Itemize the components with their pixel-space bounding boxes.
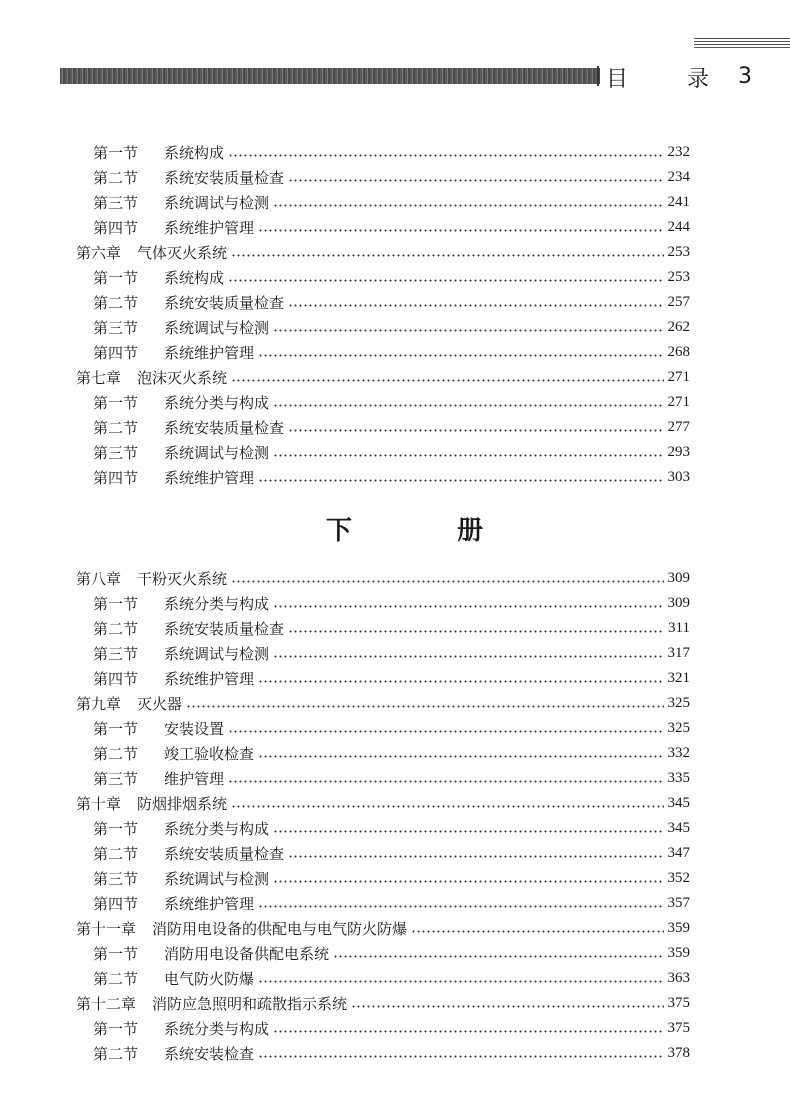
toc-entry-number: 第三节: [93, 645, 139, 663]
toc-entry-number: 第十章: [76, 795, 122, 813]
toc-entry-title: 系统分类与构成: [164, 1020, 270, 1038]
toc-entry-title: 气体灭火系统: [137, 244, 228, 262]
toc-entry-number: 第一节: [93, 595, 139, 613]
toc-entry-page: 253: [667, 269, 690, 285]
toc-leader-dots: [273, 605, 663, 608]
toc-leader-dots: [273, 1030, 663, 1033]
toc-leader-dots: [231, 379, 663, 382]
toc-entry-title: 维护管理: [164, 770, 225, 788]
toc-entry-page: 268: [667, 344, 690, 360]
toc-entry-number: 第十二章: [76, 995, 137, 1013]
toc-entry-page: 378: [667, 1045, 690, 1061]
toc-leader-dots: [258, 980, 663, 983]
toc-entry-page: 363: [667, 970, 690, 986]
toc-entry-page: 232: [667, 144, 690, 160]
toc-entry-title: 泡沫灭火系统: [137, 369, 228, 387]
toc-entry-number: 第二节: [93, 419, 139, 437]
toc-entry-page: 345: [667, 795, 690, 811]
toc-entry-page: 309: [667, 570, 690, 586]
toc-leader-dots: [186, 705, 663, 708]
toc-section-entry: [93, 666, 690, 691]
toc-entry-title: 系统分类与构成: [164, 820, 270, 838]
toc-entry-page: 309: [667, 595, 690, 611]
toc-entry-number: 第二节: [93, 620, 139, 638]
toc-entry-number: 第十一章: [76, 920, 137, 938]
toc-entry-number: 第一节: [93, 720, 139, 738]
toc-entry-number: 第一节: [93, 945, 139, 963]
toc-entry-page: 357: [667, 895, 690, 911]
toc-entry-number: 第二节: [93, 1045, 139, 1063]
toc-entry-title: 系统调试与检测: [164, 194, 270, 212]
toc-entry-page: 325: [667, 695, 690, 711]
toc-leader-dots: [231, 580, 663, 583]
toc-entry-number: 第二节: [93, 294, 139, 312]
toc-entry-page: 311: [668, 620, 690, 636]
toc-entry-number: 第四节: [93, 895, 139, 913]
toc-section-entry: [93, 1041, 690, 1066]
toc-entry-number: 第一节: [93, 394, 139, 412]
header-page-number: 3: [738, 64, 752, 89]
toc-entry-title: 电气防火防爆: [164, 970, 255, 988]
toc-leader-dots: [411, 930, 663, 933]
toc-entry-title: 系统调试与检测: [164, 319, 270, 337]
toc-chapter-entry: [76, 240, 690, 265]
toc-leader-dots: [288, 179, 663, 182]
toc-entry-number: 第一节: [93, 269, 139, 287]
toc-leader-dots: [228, 279, 663, 282]
toc-entry-number: 第四节: [93, 469, 139, 487]
toc-entry-number: 第四节: [93, 670, 139, 688]
toc-section-entry: [93, 641, 690, 666]
toc-entry-title: 系统安装质量检查: [164, 169, 285, 187]
toc-section-entry: [93, 816, 690, 841]
toc-entry-page: 293: [667, 444, 690, 460]
toc-leader-dots: [288, 630, 664, 633]
toc-section-entry: [93, 966, 690, 991]
volume-title: 下 册: [326, 516, 532, 546]
toc-entry-page: 262: [667, 319, 690, 335]
toc-entry-title: 系统调试与检测: [164, 645, 270, 663]
toc-entry-page: 244: [667, 219, 690, 235]
toc-chapter-entry: [76, 566, 690, 591]
toc-entry-title: 系统维护管理: [164, 469, 255, 487]
toc-leader-dots: [273, 404, 663, 407]
toc-section-entry: [93, 190, 690, 215]
toc-leader-dots: [288, 855, 663, 858]
toc-leader-dots: [231, 254, 663, 257]
toc-entry-title: 系统调试与检测: [164, 444, 270, 462]
toc-section-entry: [93, 440, 690, 465]
header-rule-lines: [694, 38, 790, 50]
toc-section-entry: [93, 841, 690, 866]
toc-entry-title: 防烟排烟系统: [137, 795, 228, 813]
toc-entry-title: 安装设置: [164, 720, 225, 738]
toc-entry-page: 277: [667, 419, 690, 435]
header-bar: [60, 68, 600, 84]
toc-entry-number: 第四节: [93, 344, 139, 362]
toc-entry-page: 271: [667, 369, 690, 385]
toc-entry-title: 系统安装质量检查: [164, 845, 285, 863]
toc-entry-title: 系统分类与构成: [164, 595, 270, 613]
toc-entry-page: 375: [667, 995, 690, 1011]
toc-entry-title: 系统安装质量检查: [164, 294, 285, 312]
toc-section-entry: [93, 390, 690, 415]
toc-leader-dots: [258, 680, 663, 683]
toc-leader-dots: [258, 354, 663, 357]
header-title: 目 录: [606, 67, 735, 92]
toc-entry-title: 系统安装质量检查: [164, 620, 285, 638]
toc-leader-dots: [333, 955, 663, 958]
toc-entry-page: 352: [667, 870, 690, 886]
toc-entry-number: 第三节: [93, 770, 139, 788]
toc-section-entry: [93, 591, 690, 616]
toc-entry-title: 系统安装质量检查: [164, 419, 285, 437]
toc-section-entry: [93, 165, 690, 190]
toc-entry-title: 消防用电设备的供配电与电气防火防爆: [152, 920, 408, 938]
toc-entry-title: 系统分类与构成: [164, 394, 270, 412]
toc-entry-number: 第二节: [93, 845, 139, 863]
toc-leader-dots: [228, 780, 663, 783]
toc-leader-dots: [273, 454, 663, 457]
toc-entry-page: 241: [667, 194, 690, 210]
toc-entry-title: 系统安装检查: [164, 1045, 255, 1063]
toc-section-entry: [93, 140, 690, 165]
toc-section-entry: [93, 340, 690, 365]
toc-entry-number: 第三节: [93, 194, 139, 212]
toc-entry-title: 干粉灭火系统: [137, 570, 228, 588]
toc-section-entry: [93, 215, 690, 240]
toc-leader-dots: [288, 429, 663, 432]
toc-entry-number: 第二节: [93, 745, 139, 763]
toc-entry-number: 第九章: [76, 695, 122, 713]
toc-entry-page: 335: [667, 770, 690, 786]
toc-section-entry: [93, 415, 690, 440]
toc-chapter-entry: [76, 365, 690, 390]
toc-entry-number: 第三节: [93, 319, 139, 337]
toc-entry-number: 第一节: [93, 1020, 139, 1038]
toc-leader-dots: [273, 880, 663, 883]
toc-entry-page: 325: [667, 720, 690, 736]
toc-entry-page: 375: [667, 1020, 690, 1036]
toc-section-entry: [93, 616, 690, 641]
toc-leader-dots: [273, 204, 663, 207]
toc-section-entry: [93, 465, 690, 490]
toc-section-entry: [93, 741, 690, 766]
toc-entry-page: 359: [667, 945, 690, 961]
toc-section-entry: [93, 1016, 690, 1041]
toc-section-entry: [93, 315, 690, 340]
toc-leader-dots: [273, 329, 663, 332]
toc-leader-dots: [258, 229, 663, 232]
toc-section-entry: [93, 866, 690, 891]
toc-leader-dots: [258, 755, 663, 758]
toc-entry-page: 234: [667, 169, 690, 185]
toc-entry-title: 消防应急照明和疏散指示系统: [152, 995, 348, 1013]
toc-entry-page: 321: [667, 670, 690, 686]
toc-leader-dots: [273, 655, 663, 658]
toc-chapter-entry: [76, 916, 690, 941]
header-separator: [597, 66, 599, 86]
toc-section-entry: [93, 891, 690, 916]
toc-entry-page: 317: [667, 645, 690, 661]
toc-entry-title: 消防用电设备供配电系统: [164, 945, 330, 963]
toc-leader-dots: [258, 479, 663, 482]
toc-entry-page: 271: [667, 394, 690, 410]
toc-leader-dots: [351, 1005, 663, 1008]
toc-entry-title: 系统维护管理: [164, 670, 255, 688]
toc-entry-number: 第七章: [76, 369, 122, 387]
toc-entry-title: 系统调试与检测: [164, 870, 270, 888]
toc-entry-number: 第八章: [76, 570, 122, 588]
toc-entry-page: 253: [667, 244, 690, 260]
toc-entry-title: 系统构成: [164, 269, 225, 287]
toc-section-entry: [93, 716, 690, 741]
toc-leader-dots: [258, 1055, 663, 1058]
toc-chapter-entry: [76, 991, 690, 1016]
toc-section-entry: [93, 766, 690, 791]
toc-chapter-entry: [76, 791, 690, 816]
toc-entry-page: 345: [667, 820, 690, 836]
toc-leader-dots: [258, 905, 663, 908]
toc-leader-dots: [273, 830, 663, 833]
toc-entry-title: 系统维护管理: [164, 219, 255, 237]
toc-entry-number: 第六章: [76, 244, 122, 262]
toc-entry-number: 第二节: [93, 970, 139, 988]
toc-entry-title: 系统维护管理: [164, 895, 255, 913]
toc-entry-page: 257: [667, 294, 690, 310]
toc-section-entry: [93, 941, 690, 966]
toc-leader-dots: [228, 730, 663, 733]
toc-entry-title: 灭火器: [137, 695, 183, 713]
toc-entry-number: 第四节: [93, 219, 139, 237]
toc-entry-page: 303: [667, 469, 690, 485]
toc-entry-number: 第三节: [93, 870, 139, 888]
toc-entry-number: 第一节: [93, 820, 139, 838]
toc-section-entry: [93, 290, 690, 315]
toc-chapter-entry: [76, 691, 690, 716]
toc-entry-title: 系统构成: [164, 144, 225, 162]
toc-leader-dots: [288, 304, 663, 307]
toc-entry-number: 第二节: [93, 169, 139, 187]
toc-entry-number: 第一节: [93, 144, 139, 162]
toc-entry-page: 347: [667, 845, 690, 861]
toc-entry-page: 332: [667, 745, 690, 761]
toc-entry-number: 第三节: [93, 444, 139, 462]
toc-entry-page: 359: [667, 920, 690, 936]
toc-entry-title: 竣工验收检查: [164, 745, 255, 763]
toc-entry-title: 系统维护管理: [164, 344, 255, 362]
toc-leader-dots: [231, 805, 663, 808]
toc-leader-dots: [228, 154, 663, 157]
toc-section-entry: [93, 265, 690, 290]
